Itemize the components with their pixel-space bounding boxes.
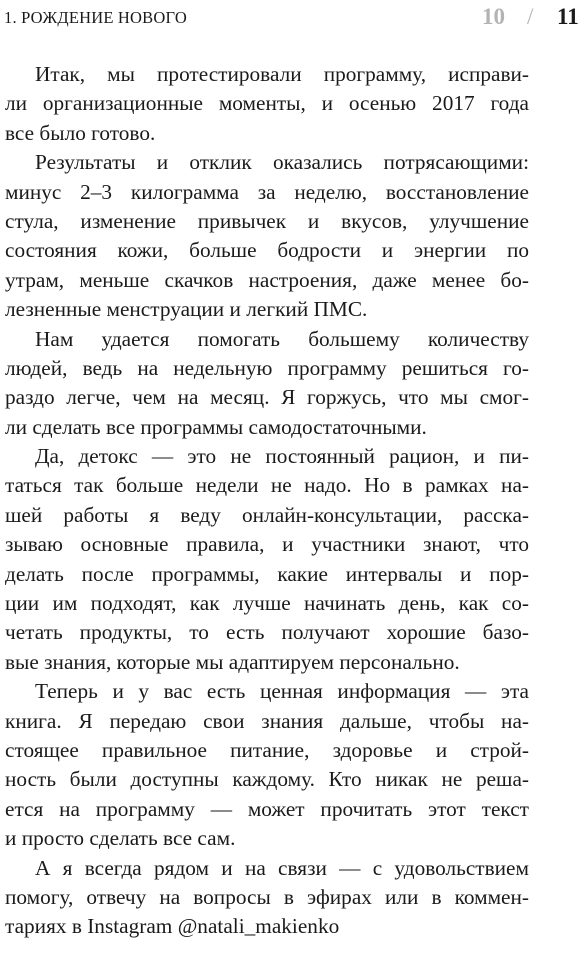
paragraph [5,442,529,677]
text-line: ность были доступны каждому. Кто никак не реша- [5,767,529,792]
text-line: Да, детокс — это не постоянный рацион, и пи- [35,444,529,469]
chapter-title: 1. РОЖДЕНИЕ НОВОГО [4,8,187,27]
text-line: и просто сделать все сам. [5,826,236,851]
text-line: стоящее правильное питание, здоровье и строй- [5,737,529,762]
current-page-number: 10 [482,4,505,29]
paragraph [5,677,529,853]
text-line: помогу, отвечу на вопросы в эфирах или в коммен- [5,884,529,909]
total-page-number: 11 [557,4,579,29]
text-line: ется на программу — может прочитать этот текст [5,796,529,821]
text-line: Теперь и у вас есть ценная информация — эта [35,679,529,704]
text-line: Результаты и отклик оказались потрясающими: [35,150,529,175]
text-line: четать продукты, то есть получают хорошие базо- [5,620,529,645]
paragraph [5,325,529,443]
text-line: утрам, меньше скачков настроения, даже менее бо- [5,267,529,292]
text-line: ции им подходят, как лучше начинать день, как со- [5,591,529,616]
text-line: состояния кожи, больше бодрости и энергии по [5,238,529,263]
text-line: лезненные менструации и легкий ПМС. [5,297,368,322]
text-line: все было готово. [5,120,156,145]
text-line: Нам удается помогать большему количеству [35,326,529,351]
text-line: книга. Я передаю свои знания дальше, чтобы на- [5,708,529,733]
text-line: ли организационные моменты, и осенью 2017 года [5,91,529,116]
text-line: вые знания, которые мы адаптируем персонально. [5,649,460,674]
paragraph [5,148,529,324]
text-line: таться так больше недели не надо. Но в рамках на- [5,473,529,498]
text-line: ли сделать все программы самодостаточными. [5,414,427,439]
text-line: делать после программы, какие интервалы и пор- [5,561,529,586]
text-line: минус 2–3 килограмма за неделю, восстановление [5,179,529,204]
text-line: стула, изменение привычек и вкусов, улучшение [5,208,529,233]
body-text [5,60,529,942]
text-line: тариях в Instagram @natali_makienko [5,914,340,939]
text-line: А я всегда рядом и на связи — с удовольствием [35,855,529,880]
page-separator: / [527,4,534,29]
text-line: шей работы я веду онлайн-консультации, расска- [5,502,529,527]
paragraph [5,854,529,942]
paragraph [5,60,529,148]
text-line: людей, ведь на недельную программу решиться го- [5,355,529,380]
text-line: зываю основные правила, и участники знают, что [5,532,529,557]
page-header [0,0,586,34]
text-line: Итак, мы протестировали программу, исправи- [35,62,529,86]
text-line: раздо легче, чем на месяц. Я горжусь, что мы смог- [5,385,529,410]
